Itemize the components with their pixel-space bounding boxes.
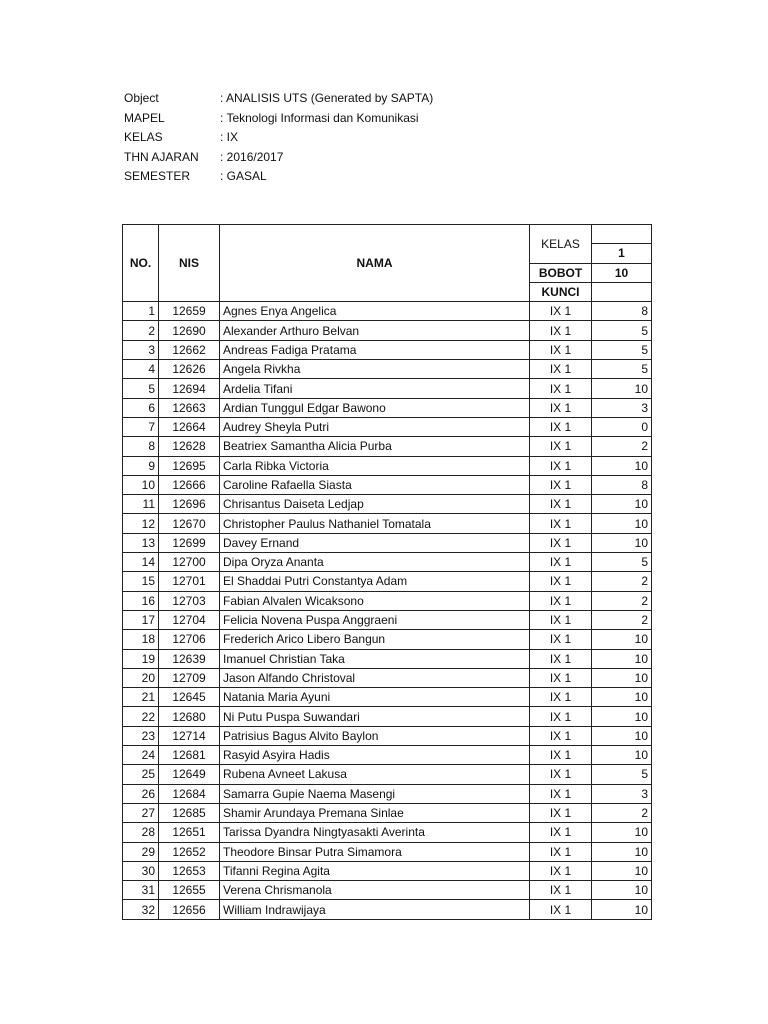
row-nis-cell: 12666 bbox=[159, 475, 220, 494]
row-kelas-cell: IX 1 bbox=[530, 398, 592, 417]
row-nis-cell: 12651 bbox=[159, 823, 220, 842]
table-row bbox=[123, 630, 652, 649]
row-kelas-cell: IX 1 bbox=[530, 321, 592, 340]
row-kelas-cell: IX 1 bbox=[530, 591, 592, 610]
row-score-cell: 10 bbox=[592, 861, 652, 880]
row-score-cell: 10 bbox=[592, 379, 652, 398]
row-score-cell: 10 bbox=[592, 746, 652, 765]
row-no-cell: 5 bbox=[123, 379, 159, 398]
row-nis-cell: 12680 bbox=[159, 707, 220, 726]
meta-label: KELAS bbox=[124, 130, 163, 144]
table-row bbox=[123, 688, 652, 707]
table-row bbox=[123, 746, 652, 765]
row-kelas-cell: IX 1 bbox=[530, 668, 592, 687]
row-nis-cell: 12639 bbox=[159, 649, 220, 668]
row-nama-cell: Theodore Binsar Putra Simamora bbox=[220, 842, 530, 861]
row-score-cell: 10 bbox=[592, 630, 652, 649]
row-kelas-cell: IX 1 bbox=[530, 765, 592, 784]
row-score-cell: 10 bbox=[592, 881, 652, 900]
row-nama-cell: Imanuel Christian Taka bbox=[220, 649, 530, 668]
row-score-cell: 5 bbox=[592, 360, 652, 379]
row-score-cell: 10 bbox=[592, 533, 652, 552]
row-kelas-cell: IX 1 bbox=[530, 360, 592, 379]
row-nis-cell: 12670 bbox=[159, 514, 220, 533]
row-kelas-cell: IX 1 bbox=[530, 417, 592, 436]
row-kelas-cell: IX 1 bbox=[530, 553, 592, 572]
row-nama-cell: Angela Rivkha bbox=[220, 360, 530, 379]
row-kelas-cell: IX 1 bbox=[530, 379, 592, 398]
row-score-cell: 3 bbox=[592, 398, 652, 417]
header-kunci-value bbox=[592, 282, 652, 301]
header-question-bobot: 10 bbox=[592, 263, 652, 282]
table-row bbox=[123, 533, 652, 552]
row-no-cell: 27 bbox=[123, 803, 159, 822]
row-kelas-cell: IX 1 bbox=[530, 610, 592, 629]
row-nis-cell: 12656 bbox=[159, 900, 220, 919]
row-no-cell: 15 bbox=[123, 572, 159, 591]
row-nama-cell: Ardian Tunggul Edgar Bawono bbox=[220, 398, 530, 417]
meta-value: : 2016/2017 bbox=[220, 149, 284, 164]
row-kelas-cell: IX 1 bbox=[530, 823, 592, 842]
table-row bbox=[123, 360, 652, 379]
row-kelas-cell: IX 1 bbox=[530, 688, 592, 707]
row-no-cell: 2 bbox=[123, 321, 159, 340]
row-nis-cell: 12655 bbox=[159, 881, 220, 900]
row-score-cell: 10 bbox=[592, 823, 652, 842]
row-score-cell: 2 bbox=[592, 572, 652, 591]
analysis-table bbox=[122, 224, 652, 920]
row-nis-cell: 12709 bbox=[159, 668, 220, 687]
row-nama-cell: Davey Ernand bbox=[220, 533, 530, 552]
table-row bbox=[123, 881, 652, 900]
row-no-cell: 21 bbox=[123, 688, 159, 707]
row-score-cell: 5 bbox=[592, 765, 652, 784]
header-question-number: 1 bbox=[592, 244, 652, 263]
row-nis-cell: 12696 bbox=[159, 495, 220, 514]
row-no-cell: 30 bbox=[123, 861, 159, 880]
header-nama: NAMA bbox=[220, 225, 530, 302]
table-row bbox=[123, 803, 652, 822]
row-kelas-cell: IX 1 bbox=[530, 881, 592, 900]
row-kelas-cell: IX 1 bbox=[530, 861, 592, 880]
table-row bbox=[123, 726, 652, 745]
row-nama-cell: Caroline Rafaella Siasta bbox=[220, 475, 530, 494]
row-kelas-cell: IX 1 bbox=[530, 340, 592, 359]
row-score-cell: 5 bbox=[592, 321, 652, 340]
row-nis-cell: 12653 bbox=[159, 861, 220, 880]
table-row bbox=[123, 861, 652, 880]
row-nama-cell: Natania Maria Ayuni bbox=[220, 688, 530, 707]
row-nis-cell: 12628 bbox=[159, 437, 220, 456]
row-score-cell: 10 bbox=[592, 456, 652, 475]
header-row bbox=[123, 225, 652, 244]
row-kelas-cell: IX 1 bbox=[530, 726, 592, 745]
table-row bbox=[123, 553, 652, 572]
table-row bbox=[123, 456, 652, 475]
row-score-cell: 2 bbox=[592, 803, 652, 822]
row-kelas-cell: IX 1 bbox=[530, 803, 592, 822]
row-nis-cell: 12706 bbox=[159, 630, 220, 649]
meta-value: : GASAL bbox=[220, 169, 267, 183]
row-nama-cell: Andreas Fadiga Pratama bbox=[220, 340, 530, 359]
row-kelas-cell: IX 1 bbox=[530, 630, 592, 649]
row-nis-cell: 12684 bbox=[159, 784, 220, 803]
table-row bbox=[123, 495, 652, 514]
table-row bbox=[123, 417, 652, 436]
table-row bbox=[123, 649, 652, 668]
row-nis-cell: 12700 bbox=[159, 553, 220, 572]
row-no-cell: 26 bbox=[123, 784, 159, 803]
table-row bbox=[123, 321, 652, 340]
header-no: NO. bbox=[123, 225, 159, 302]
row-no-cell: 23 bbox=[123, 726, 159, 745]
row-score-cell: 2 bbox=[592, 610, 652, 629]
row-score-cell: 8 bbox=[592, 302, 652, 321]
row-no-cell: 29 bbox=[123, 842, 159, 861]
row-kelas-cell: IX 1 bbox=[530, 533, 592, 552]
header-bobot: BOBOT bbox=[530, 263, 592, 282]
row-no-cell: 3 bbox=[123, 340, 159, 359]
row-score-cell: 8 bbox=[592, 475, 652, 494]
row-nama-cell: Alexander Arthuro Belvan bbox=[220, 321, 530, 340]
meta-value: : ANALISIS UTS (Generated by SAPTA) bbox=[220, 91, 434, 105]
meta-value: : IX bbox=[220, 130, 239, 144]
row-nama-cell: Chrisantus Daiseta Ledjap bbox=[220, 495, 530, 514]
row-no-cell: 16 bbox=[123, 591, 159, 610]
row-score-cell: 5 bbox=[592, 553, 652, 572]
row-nama-cell: Ni Putu Puspa Suwandari bbox=[220, 707, 530, 726]
row-nis-cell: 12663 bbox=[159, 398, 220, 417]
row-nis-cell: 12662 bbox=[159, 340, 220, 359]
row-no-cell: 8 bbox=[123, 437, 159, 456]
row-nis-cell: 12649 bbox=[159, 765, 220, 784]
row-kelas-cell: IX 1 bbox=[530, 784, 592, 803]
header-blank-cell bbox=[592, 225, 652, 244]
row-nis-cell: 12704 bbox=[159, 610, 220, 629]
meta-label: Object bbox=[124, 91, 159, 105]
row-nama-cell: Agnes Enya Angelica bbox=[220, 302, 530, 321]
row-nama-cell: Felicia Novena Puspa Anggraeni bbox=[220, 610, 530, 629]
row-no-cell: 14 bbox=[123, 553, 159, 572]
row-score-cell: 10 bbox=[592, 707, 652, 726]
row-nama-cell: William Indrawijaya bbox=[220, 900, 530, 919]
row-nis-cell: 12699 bbox=[159, 533, 220, 552]
row-nama-cell: Fabian Alvalen Wicaksono bbox=[220, 591, 530, 610]
row-score-cell: 10 bbox=[592, 514, 652, 533]
row-kelas-cell: IX 1 bbox=[530, 456, 592, 475]
row-nama-cell: Carla Ribka Victoria bbox=[220, 456, 530, 475]
row-nama-cell: Christopher Paulus Nathaniel Tomatala bbox=[220, 514, 530, 533]
row-no-cell: 20 bbox=[123, 668, 159, 687]
row-no-cell: 10 bbox=[123, 475, 159, 494]
table-row bbox=[123, 610, 652, 629]
row-no-cell: 13 bbox=[123, 533, 159, 552]
row-nis-cell: 12626 bbox=[159, 360, 220, 379]
row-score-cell: 0 bbox=[592, 417, 652, 436]
row-no-cell: 32 bbox=[123, 900, 159, 919]
row-nama-cell: Patrisius Bagus Alvito Baylon bbox=[220, 726, 530, 745]
row-nis-cell: 12681 bbox=[159, 746, 220, 765]
row-nama-cell: Tarissa Dyandra Ningtyasakti Averinta bbox=[220, 823, 530, 842]
meta-value: : Teknologi Informasi dan Komunikasi bbox=[220, 110, 419, 125]
header-kunci: KUNCI bbox=[530, 282, 592, 301]
table-row bbox=[123, 784, 652, 803]
header-nis: NIS bbox=[159, 225, 220, 302]
row-nama-cell: Shamir Arundaya Premana Sinlae bbox=[220, 803, 530, 822]
table-row bbox=[123, 379, 652, 398]
row-kelas-cell: IX 1 bbox=[530, 475, 592, 494]
row-nis-cell: 12701 bbox=[159, 572, 220, 591]
row-nis-cell: 12690 bbox=[159, 321, 220, 340]
row-nis-cell: 12714 bbox=[159, 726, 220, 745]
row-kelas-cell: IX 1 bbox=[530, 842, 592, 861]
row-no-cell: 24 bbox=[123, 746, 159, 765]
row-kelas-cell: IX 1 bbox=[530, 649, 592, 668]
row-no-cell: 12 bbox=[123, 514, 159, 533]
row-nis-cell: 12703 bbox=[159, 591, 220, 610]
table-row bbox=[123, 475, 652, 494]
row-kelas-cell: IX 1 bbox=[530, 514, 592, 533]
table-row bbox=[123, 900, 652, 919]
row-no-cell: 7 bbox=[123, 417, 159, 436]
row-no-cell: 17 bbox=[123, 610, 159, 629]
row-nama-cell: Dipa Oryza Ananta bbox=[220, 553, 530, 572]
row-kelas-cell: IX 1 bbox=[530, 572, 592, 591]
meta-label: SEMESTER bbox=[124, 169, 191, 183]
row-nis-cell: 12664 bbox=[159, 417, 220, 436]
row-kelas-cell: IX 1 bbox=[530, 707, 592, 726]
meta-label: MAPEL bbox=[124, 110, 165, 125]
row-nama-cell: Verena Chrismanola bbox=[220, 881, 530, 900]
table-row bbox=[123, 340, 652, 359]
row-score-cell: 10 bbox=[592, 668, 652, 687]
row-kelas-cell: IX 1 bbox=[530, 302, 592, 321]
row-nis-cell: 12694 bbox=[159, 379, 220, 398]
row-no-cell: 4 bbox=[123, 360, 159, 379]
row-nis-cell: 12659 bbox=[159, 302, 220, 321]
table-row bbox=[123, 572, 652, 591]
table-row bbox=[123, 302, 652, 321]
row-score-cell: 10 bbox=[592, 900, 652, 919]
row-nis-cell: 12685 bbox=[159, 803, 220, 822]
table-row bbox=[123, 823, 652, 842]
row-nama-cell: Rasyid Asyira Hadis bbox=[220, 746, 530, 765]
header-kelas: KELAS bbox=[530, 225, 592, 264]
row-nama-cell: Frederich Arico Libero Bangun bbox=[220, 630, 530, 649]
row-no-cell: 9 bbox=[123, 456, 159, 475]
row-no-cell: 28 bbox=[123, 823, 159, 842]
row-nama-cell: Ardelia Tifani bbox=[220, 379, 530, 398]
row-kelas-cell: IX 1 bbox=[530, 495, 592, 514]
row-score-cell: 10 bbox=[592, 688, 652, 707]
row-nama-cell: Tifanni Regina Agita bbox=[220, 861, 530, 880]
row-score-cell: 10 bbox=[592, 495, 652, 514]
row-score-cell: 5 bbox=[592, 340, 652, 359]
row-score-cell: 2 bbox=[592, 591, 652, 610]
row-nama-cell: El Shaddai Putri Constantya Adam bbox=[220, 572, 530, 591]
row-no-cell: 18 bbox=[123, 630, 159, 649]
row-score-cell: 2 bbox=[592, 437, 652, 456]
row-no-cell: 22 bbox=[123, 707, 159, 726]
row-kelas-cell: IX 1 bbox=[530, 746, 592, 765]
row-kelas-cell: IX 1 bbox=[530, 437, 592, 456]
row-no-cell: 6 bbox=[123, 398, 159, 417]
table-row bbox=[123, 842, 652, 861]
row-score-cell: 10 bbox=[592, 726, 652, 745]
table-row bbox=[123, 591, 652, 610]
row-no-cell: 31 bbox=[123, 881, 159, 900]
table-body bbox=[123, 225, 652, 920]
table-row bbox=[123, 765, 652, 784]
row-no-cell: 25 bbox=[123, 765, 159, 784]
meta-label: THN AJARAN bbox=[124, 149, 199, 164]
row-no-cell: 1 bbox=[123, 302, 159, 321]
row-nis-cell: 12695 bbox=[159, 456, 220, 475]
row-kelas-cell: IX 1 bbox=[530, 900, 592, 919]
row-score-cell: 10 bbox=[592, 842, 652, 861]
row-no-cell: 19 bbox=[123, 649, 159, 668]
row-no-cell: 11 bbox=[123, 495, 159, 514]
row-nama-cell: Samarra Gupie Naema Masengi bbox=[220, 784, 530, 803]
table-row bbox=[123, 398, 652, 417]
row-score-cell: 3 bbox=[592, 784, 652, 803]
row-nama-cell: Jason Alfando Christoval bbox=[220, 668, 530, 687]
table-row bbox=[123, 514, 652, 533]
table-row bbox=[123, 437, 652, 456]
row-nama-cell: Audrey Sheyla Putri bbox=[220, 417, 530, 436]
row-score-cell: 10 bbox=[592, 649, 652, 668]
table-row bbox=[123, 668, 652, 687]
row-nama-cell: Rubena Avneet Lakusa bbox=[220, 765, 530, 784]
row-nis-cell: 12652 bbox=[159, 842, 220, 861]
row-nama-cell: Beatriex Samantha Alicia Purba bbox=[220, 437, 530, 456]
table-row bbox=[123, 707, 652, 726]
row-nis-cell: 12645 bbox=[159, 688, 220, 707]
